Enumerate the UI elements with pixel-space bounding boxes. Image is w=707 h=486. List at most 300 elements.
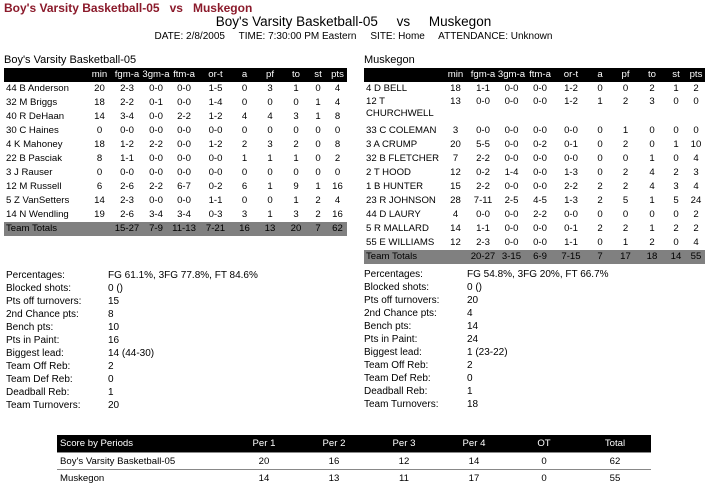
stat-a: 2 (597, 195, 603, 206)
player-row (364, 194, 705, 208)
stat-value: 1 (108, 387, 114, 398)
stat-tgm: 0-0 (504, 139, 519, 150)
player-name: 44 B Anderson (6, 83, 69, 94)
stat-to: 1 (293, 195, 299, 206)
stat-a: 0 (597, 209, 603, 220)
score-cell: 16 (299, 453, 369, 470)
stat-fgm: 2-3 (120, 195, 134, 206)
stat-tgm: 0-0 (149, 195, 163, 206)
stat-ftm: 3-4 (177, 209, 191, 220)
stat-pf: 1 (622, 237, 629, 248)
stat-pts: 2 (693, 209, 699, 220)
stat-pf: 1 (267, 181, 273, 192)
player-name: 23 R JOHNSON (366, 195, 436, 206)
total-tgm: 7-9 (142, 222, 170, 236)
player-name: 14 N Wendling (6, 209, 69, 220)
player-row (364, 180, 705, 194)
player-row (4, 166, 347, 180)
away-team-name: Muskegon (364, 54, 415, 66)
stat-to: 3 (293, 111, 299, 122)
stat-tgm: 0-0 (504, 125, 519, 136)
stat-st: 1 (315, 181, 321, 192)
stat-pts: 2 (693, 223, 699, 234)
stat-st: 0 (315, 153, 321, 164)
stat-tgm: 0-0 (149, 153, 163, 164)
stat-label: Pts off turnovers: (364, 295, 440, 306)
stat-label: Team Def Reb: (6, 374, 73, 385)
stat-st: 3 (673, 181, 679, 192)
player-name: 44 D LAURY (366, 209, 421, 220)
game-info: DATE: 2/8/2005 TIME: 7:30:00 PM Eastern SITE: Home ATTENDANCE: Unknown (154, 31, 553, 42)
stat-label: Pts off turnovers: (6, 296, 82, 307)
stat-value: 18 (467, 399, 479, 410)
stat-label: Bench pts: (364, 321, 412, 332)
stat-ftm: 0-0 (533, 83, 547, 94)
column-header-3gm-a: 3gm-a (497, 69, 526, 80)
stat-ftm: 0-2 (533, 139, 547, 150)
stat-value: 16 (108, 335, 120, 346)
stat-pf: 4 (267, 111, 273, 122)
stat-pts: 0 (334, 125, 341, 136)
stat-to: 0 (293, 125, 299, 136)
home-header-row (4, 68, 347, 82)
stat-a: 0 (597, 139, 603, 150)
score-row (57, 453, 651, 470)
stat-ftm: 4-5 (533, 195, 547, 206)
score-cell: 12 (369, 453, 439, 470)
stat-pf: 0 (267, 97, 273, 108)
stat-label: Biggest lead: (364, 347, 422, 358)
stat-tgm: 1-4 (504, 167, 519, 178)
stat-fgm: 2-6 (120, 209, 134, 220)
stat-label: Team Turnovers: (364, 399, 439, 410)
stat-ort: 1-5 (208, 83, 223, 94)
column-header-player (364, 68, 442, 82)
player-name: 1 B HUNTER (366, 181, 424, 192)
stat-pts: 24 (690, 195, 702, 206)
stat-ort: 0-0 (208, 125, 223, 136)
stat-st: 0 (673, 125, 679, 136)
stat-min: 28 (450, 195, 461, 206)
score-header-total: Total (579, 435, 651, 453)
stat-value: 0 (467, 373, 473, 384)
stat-fgm: 5-5 (476, 139, 490, 150)
stat-ftm: 0-0 (533, 125, 547, 136)
stat-pf: 2 (622, 139, 629, 150)
stat-ort: 1-2 (564, 96, 578, 107)
column-header-min: min (87, 68, 112, 82)
player-row (4, 152, 347, 166)
player-row (364, 96, 705, 124)
player-row (4, 194, 347, 208)
column-header-3gm-a: 3gm-a (142, 69, 170, 80)
player-name: 40 R DeHaan (6, 111, 65, 122)
score-header-row (57, 435, 651, 453)
stat-st: 0 (673, 153, 679, 164)
stat-tgm: 2-2 (149, 181, 163, 192)
stat-ort: 0-0 (564, 153, 578, 164)
stat-ort: 2-2 (564, 181, 578, 192)
stat-a: 0 (241, 125, 248, 136)
player-row (4, 82, 347, 96)
away-header-row (364, 68, 705, 82)
stat-label: Pts in Paint: (364, 334, 418, 345)
stat-ort: 0-1 (564, 139, 578, 150)
stat-st: 1 (315, 97, 321, 108)
stat-min: 4 (452, 209, 459, 220)
stat-tgm: 0-0 (504, 83, 519, 94)
stat-label: 2nd Chance pts: (6, 309, 79, 320)
stat-min: 14 (94, 195, 105, 206)
team-totals-row (364, 250, 705, 264)
away-box-score-table (364, 68, 705, 264)
total-fgm: 20-27 (470, 251, 496, 262)
stat-st: 2 (673, 167, 679, 178)
stat-st: 0 (673, 209, 679, 220)
score-header-per-3: Per 3 (369, 435, 439, 453)
total-ftm: 6-9 (526, 250, 554, 264)
stat-fgm: 3-4 (120, 111, 134, 122)
stat-value: 14 (467, 321, 479, 332)
stat-value: 14 (44-30) (108, 348, 155, 359)
stat-pf: 3 (267, 83, 273, 94)
stat-pts: 4 (334, 195, 341, 206)
stat-ftm: 0-0 (533, 96, 547, 107)
stat-ftm: 0-0 (177, 83, 191, 94)
stat-value: 20 (108, 400, 120, 411)
score-header-per-2: Per 2 (299, 435, 369, 453)
stat-min: 20 (450, 139, 461, 150)
stat-label: Percentages: (6, 270, 65, 281)
column-header-pf: pf (256, 68, 284, 82)
stat-min: 18 (94, 97, 105, 108)
stat-value: FG 54.8%, 3FG 20%, FT 66.7% (467, 269, 609, 280)
stat-pf: 0 (267, 167, 273, 178)
score-row (57, 470, 651, 486)
stat-min: 14 (450, 223, 461, 234)
player-name: 22 B Pasciak (6, 153, 62, 164)
stat-value: 8 (108, 309, 114, 320)
stat-pf: 2 (622, 96, 629, 107)
stat-tgm: 0-1 (149, 97, 163, 108)
stat-to: 2 (649, 83, 655, 94)
player-name: 3 J Rauser (6, 167, 53, 178)
stat-fgm: 2-2 (120, 97, 134, 108)
stat-min: 20 (94, 83, 105, 94)
column-header-or-t: or-t (198, 68, 233, 82)
stat-a: 0 (597, 237, 603, 248)
stat-to: 3 (293, 209, 299, 220)
column-header-st: st (308, 68, 328, 82)
stat-pts: 4 (693, 181, 699, 192)
total-st: 7 (308, 222, 328, 236)
player-name: 55 E WILLIAMS (366, 237, 435, 248)
stat-ftm: 0-0 (177, 139, 191, 150)
stat-value: 0 () (108, 283, 123, 294)
stat-value: 0 () (467, 282, 482, 293)
stat-label: Bench pts: (6, 322, 54, 333)
stat-min: 8 (96, 153, 103, 164)
top-title: Boy's Varsity Basketball-05 vs Muskegon (4, 1, 253, 15)
stat-pf: 1 (622, 125, 629, 136)
stat-st: 2 (673, 223, 679, 234)
stat-pts: 8 (334, 139, 341, 150)
total-pts: 62 (328, 222, 347, 236)
stat-pf: 1 (267, 209, 273, 220)
stat-tgm: 0-0 (504, 223, 519, 234)
stat-ftm: 0-0 (177, 125, 191, 136)
stat-pts: 0 (693, 125, 699, 136)
stat-ort: 0-1 (564, 223, 578, 234)
stat-st: 0 (673, 237, 679, 248)
stat-ort: 1-2 (208, 139, 223, 150)
team-totals-row (4, 222, 347, 236)
stat-to: 2 (293, 139, 299, 150)
total-fgm: 15-27 (112, 222, 142, 236)
player-row (364, 152, 705, 166)
stat-min: 19 (94, 209, 105, 220)
stat-to: 2 (649, 237, 655, 248)
stat-a: 2 (241, 139, 248, 150)
total-ort: 7-15 (554, 250, 588, 264)
stat-ftm: 0-0 (177, 195, 191, 206)
total-pf: 13 (256, 222, 284, 236)
total-tgm: 3-15 (497, 250, 526, 264)
stat-tgm: 0-0 (504, 96, 519, 107)
player-row (364, 138, 705, 152)
column-header-st: st (665, 68, 687, 82)
column-header-fgm-a: fgm-a (470, 69, 496, 80)
stat-value: 0 (108, 374, 114, 385)
score-cell: 62 (579, 453, 651, 470)
stat-value: 2 (467, 360, 473, 371)
stat-tgm: 0-0 (149, 111, 163, 122)
stat-a: 2 (597, 223, 603, 234)
total-pts: 55 (687, 250, 705, 264)
stat-value: 4 (467, 308, 473, 319)
score-cell: 0 (509, 453, 579, 470)
stat-min: 3 (452, 125, 459, 136)
stat-a: 1 (241, 153, 248, 164)
stat-tgm: 0-0 (149, 167, 163, 178)
stat-pts: 2 (334, 153, 341, 164)
stat-min: 6 (96, 181, 103, 192)
stat-min: 13 (450, 96, 461, 107)
player-name: 3 A CRUMP (366, 139, 418, 150)
score-header-label: Score by Periods (57, 435, 229, 453)
stat-a: 2 (597, 181, 603, 192)
total-pf: 17 (612, 250, 639, 264)
stat-tgm: 0-0 (504, 153, 519, 164)
column-header-min: min (442, 68, 469, 82)
stat-label: Percentages: (364, 269, 423, 280)
stat-value: 2 (108, 361, 114, 372)
score-team-name: Muskegon (57, 470, 229, 486)
stat-a: 0 (597, 83, 603, 94)
stat-min: 12 (450, 237, 461, 248)
stat-st: 2 (315, 195, 321, 206)
stat-min: 18 (450, 83, 461, 94)
stat-pts: 16 (332, 181, 343, 192)
stat-st: 0 (673, 96, 679, 107)
stat-ort: 1-2 (208, 111, 223, 122)
stat-a: 0 (597, 153, 603, 164)
stat-fgm: 0-0 (120, 167, 134, 178)
stat-st: 1 (673, 139, 679, 150)
score-cell: 0 (509, 470, 579, 486)
stat-value: FG 61.1%, 3FG 77.8%, FT 84.6% (108, 270, 258, 281)
stat-pf: 2 (622, 181, 629, 192)
stat-pts: 0 (693, 96, 699, 107)
player-name: 4 D BELL (366, 83, 408, 94)
player-name: 32 M Briggs (6, 97, 58, 108)
stat-ftm: 0-0 (533, 153, 547, 164)
total-min (442, 250, 469, 264)
stat-to: 0 (649, 139, 655, 150)
score-cell: 14 (439, 453, 509, 470)
stat-st: 1 (673, 83, 679, 94)
stat-pts: 4 (334, 83, 341, 94)
stat-ort: 0-3 (208, 209, 223, 220)
player-name: 5 R MALLARD (366, 223, 429, 234)
stat-st: 2 (315, 209, 321, 220)
stat-pf: 3 (267, 139, 273, 150)
stat-pf: 2 (622, 223, 629, 234)
score-by-periods-table (57, 435, 651, 486)
player-row (4, 208, 347, 222)
column-header-a: a (588, 68, 612, 82)
stat-ort: 0-0 (208, 167, 223, 178)
stat-st: 0 (315, 125, 321, 136)
player-name: 30 C Haines (6, 125, 59, 136)
stat-to: 4 (649, 181, 655, 192)
stat-label: Team Off Reb: (6, 361, 71, 372)
stat-pts: 10 (690, 139, 702, 150)
stat-pts: 4 (693, 153, 699, 164)
home-team-name: Boy's Varsity Basketball-05 (4, 54, 137, 66)
score-cell: 55 (579, 470, 651, 486)
stat-fgm: 2-6 (120, 181, 134, 192)
stat-st: 0 (315, 139, 321, 150)
stat-a: 0 (597, 167, 603, 178)
score-cell: 13 (299, 470, 369, 486)
player-row (364, 124, 705, 138)
stat-ftm: 0-0 (177, 97, 191, 108)
stat-a: 0 (597, 125, 603, 136)
stat-st: 1 (315, 111, 321, 122)
stat-fgm: 2-3 (476, 237, 490, 248)
stat-label: Pts in Paint: (6, 335, 60, 346)
stat-pf: 0 (267, 195, 273, 206)
stat-min: 15 (450, 181, 461, 192)
stat-to: 1 (649, 195, 655, 206)
stat-ort: 0-0 (208, 153, 223, 164)
score-team-name: Boy's Varsity Basketball-05 (57, 453, 229, 470)
total-st: 14 (665, 250, 687, 264)
stat-label: Deadball Reb: (364, 386, 428, 397)
player-row (364, 236, 705, 250)
stat-to: 0 (649, 209, 655, 220)
team-totals-label: Team Totals (364, 250, 442, 264)
stat-fgm: 1-1 (476, 223, 490, 234)
stat-fgm: 1-1 (476, 83, 490, 94)
stat-label: Biggest lead: (6, 348, 64, 359)
stat-ort: 1-2 (564, 83, 578, 94)
stat-ort: 1-1 (564, 237, 578, 248)
stat-pts: 4 (693, 237, 699, 248)
player-row (4, 96, 347, 110)
total-ort: 7-21 (198, 222, 233, 236)
column-header-player (4, 68, 87, 82)
stat-a: 4 (241, 111, 248, 122)
stat-label: Blocked shots: (364, 282, 430, 293)
stat-a: 6 (241, 181, 248, 192)
stat-label: Team Turnovers: (6, 400, 81, 411)
stat-pts: 16 (332, 209, 343, 220)
stat-pf: 2 (622, 167, 629, 178)
stat-a: 0 (241, 167, 248, 178)
stat-tgm: 0-0 (504, 181, 519, 192)
stat-a: 1 (597, 96, 603, 107)
stat-value: 1 (23-22) (467, 347, 508, 358)
stat-tgm: 2-5 (504, 195, 519, 206)
score-header-ot: OT (509, 435, 579, 453)
stat-ort: 1-3 (564, 195, 578, 206)
stat-to: 4 (649, 167, 655, 178)
total-ftm: 11-13 (170, 222, 198, 236)
stat-fgm: 0-0 (476, 209, 490, 220)
stat-tgm: 0-0 (149, 83, 163, 94)
column-header-pf: pf (612, 68, 639, 82)
stat-ftm: 0-0 (177, 153, 191, 164)
stat-fgm: 1-2 (120, 139, 134, 150)
score-header-per-4: Per 4 (439, 435, 509, 453)
stat-to: 9 (293, 181, 299, 192)
stat-pts: 8 (334, 111, 341, 122)
stat-tgm: 2-2 (149, 139, 163, 150)
stat-ftm: 0-0 (533, 167, 547, 178)
stat-ort: 0-0 (564, 125, 578, 136)
stat-fgm: 0-0 (476, 96, 490, 107)
column-header-pts: pts (328, 68, 347, 82)
score-cell: 17 (439, 470, 509, 486)
stat-to: 1 (649, 153, 655, 164)
column-header-to: to (639, 68, 665, 82)
stat-st: 0 (315, 167, 321, 178)
stat-to: 1 (293, 83, 299, 94)
total-a: 7 (588, 250, 612, 264)
score-cell: 11 (369, 470, 439, 486)
stat-fgm: 7-11 (473, 195, 493, 206)
stat-ftm: 0-0 (533, 237, 547, 248)
stat-to: 1 (649, 223, 655, 234)
stat-value: 20 (467, 295, 479, 306)
column-header-fgm-a: fgm-a (112, 68, 142, 82)
stat-ftm: 0-0 (533, 181, 547, 192)
stat-min: 12 (450, 167, 461, 178)
stat-ort: 1-3 (564, 167, 578, 178)
stat-ftm: 2-2 (177, 111, 191, 122)
stat-tgm: 0-0 (504, 237, 519, 248)
stat-a: 3 (241, 209, 248, 220)
stat-fgm: 2-2 (476, 153, 490, 164)
column-header-a: a (233, 68, 256, 82)
stat-ftm: 0-0 (533, 223, 547, 234)
stat-a: 0 (241, 195, 248, 206)
page-title: Boy's Varsity Basketball-05 vs Muskegon (215, 14, 492, 29)
home-box-score-table (4, 68, 347, 236)
stat-to: 1 (293, 153, 299, 164)
